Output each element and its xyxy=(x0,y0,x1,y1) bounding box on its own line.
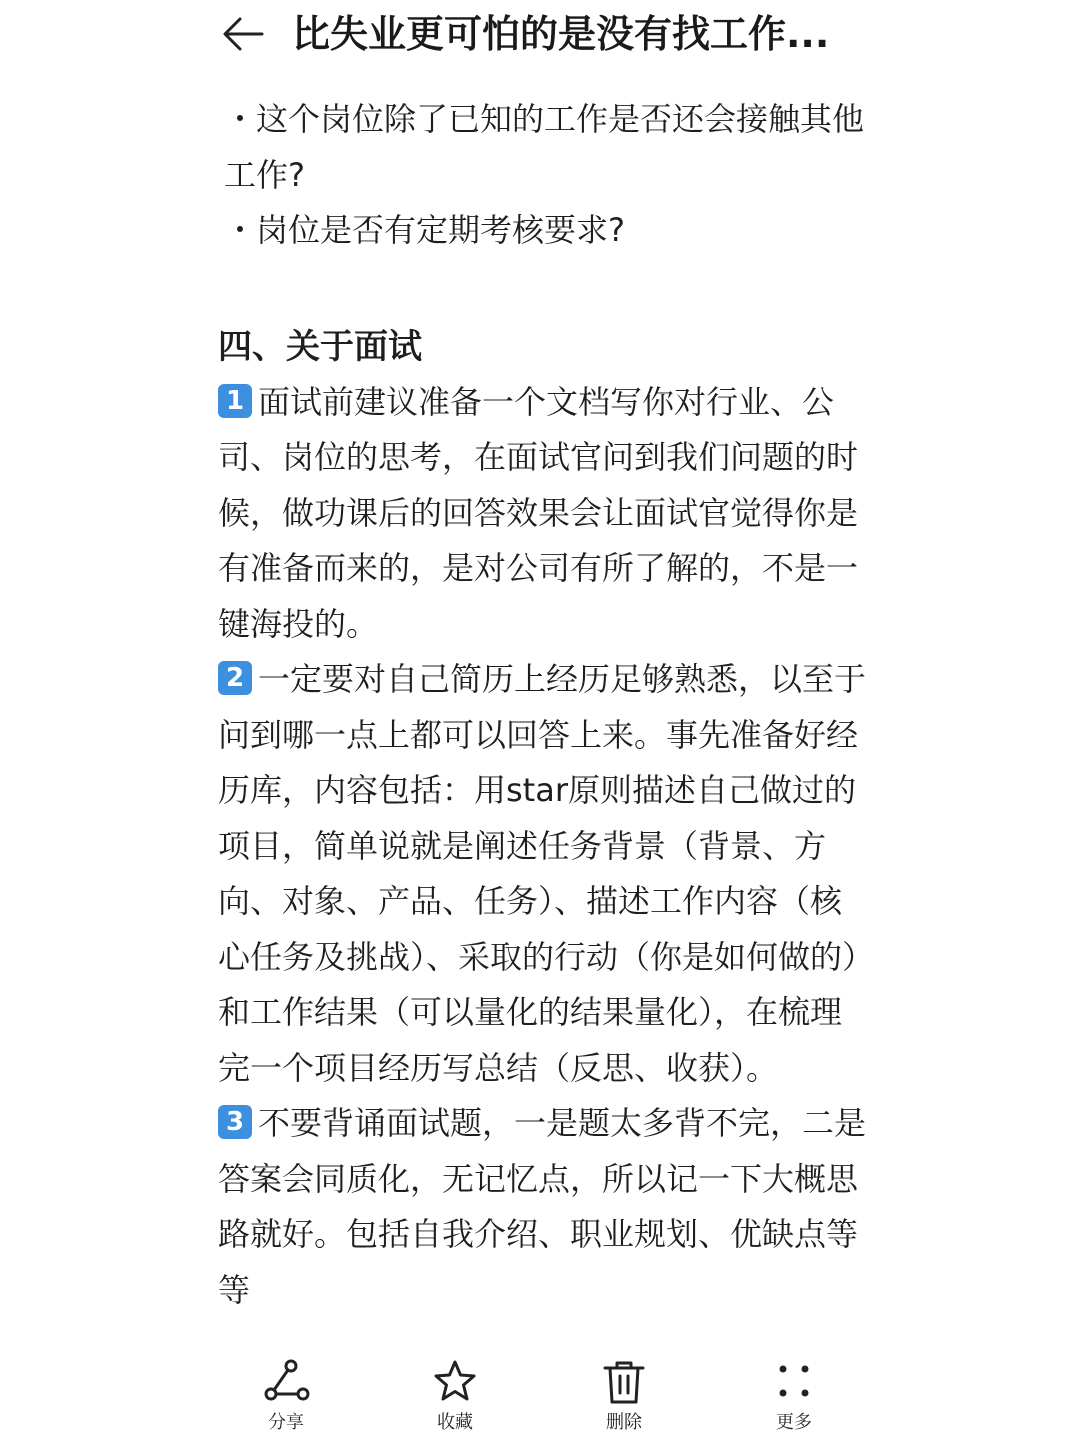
favorite-label: 收藏 xyxy=(437,1412,473,1433)
numbered-item xyxy=(218,1096,868,1318)
more-dots-icon xyxy=(770,1358,818,1406)
back-button[interactable] xyxy=(218,10,268,60)
favorite-button[interactable] xyxy=(405,1358,505,1438)
section-heading: 四、关于面试 xyxy=(218,326,422,367)
bullet-item: ・岗位是否有定期考核要求? xyxy=(224,211,625,249)
share-label: 分享 xyxy=(268,1412,304,1433)
bottom-toolbar xyxy=(200,1346,880,1440)
item-text: 一定要对自己简历上经历足够熟悉，以至于问到哪一点上都可以回答上来。事先准备好经历库，内容包括：用star原则描述自己做过的项目，简单说就是阐述任务背景（背景、方向、对象、产品、任务）、描述工作内容（核心任务及挑战）、采取的行动（你是如何做的）和工作结果（可以量化的结果量化），在梳理完一个项目经历写总结（反思、收获）。 xyxy=(218,660,867,1087)
back-arrow-icon xyxy=(218,10,268,60)
note-content xyxy=(218,92,868,1337)
star-icon xyxy=(431,1358,479,1406)
number-badge-1-icon: 1 xyxy=(218,384,252,418)
number-badge-3-icon: 3 xyxy=(218,1105,252,1139)
more-label: 更多 xyxy=(776,1412,812,1433)
bullet-item: ・这个岗位除了已知的工作是否还会接触其他工作? xyxy=(224,100,865,194)
item-text: 不要背诵面试题，一是题太多背不完，二是答案会同质化，无记忆点，所以记一下大概思路就好。包括自我介绍、职业规划、优缺点等等 xyxy=(218,1104,867,1309)
more-button[interactable] xyxy=(744,1358,844,1438)
page-title: 比失业更可怕的是没有找工作... xyxy=(292,12,830,56)
share-icon xyxy=(262,1358,310,1406)
item-text: 面试前建议准备一个文档写你对行业、公司、岗位的思考，在面试官问到我们问题的时候，做功课后的回答效果会让面试官觉得你是有准备而来的，是对公司有所了解的，不是一键海投的。 xyxy=(218,382,859,643)
share-button[interactable] xyxy=(236,1358,336,1438)
trash-icon xyxy=(600,1358,648,1406)
numbered-item xyxy=(218,652,868,1096)
numbered-item xyxy=(218,375,868,653)
header-bar xyxy=(0,0,1080,80)
delete-label: 删除 xyxy=(606,1412,642,1433)
delete-button[interactable] xyxy=(574,1358,674,1438)
number-badge-2-icon: 2 xyxy=(218,661,252,695)
